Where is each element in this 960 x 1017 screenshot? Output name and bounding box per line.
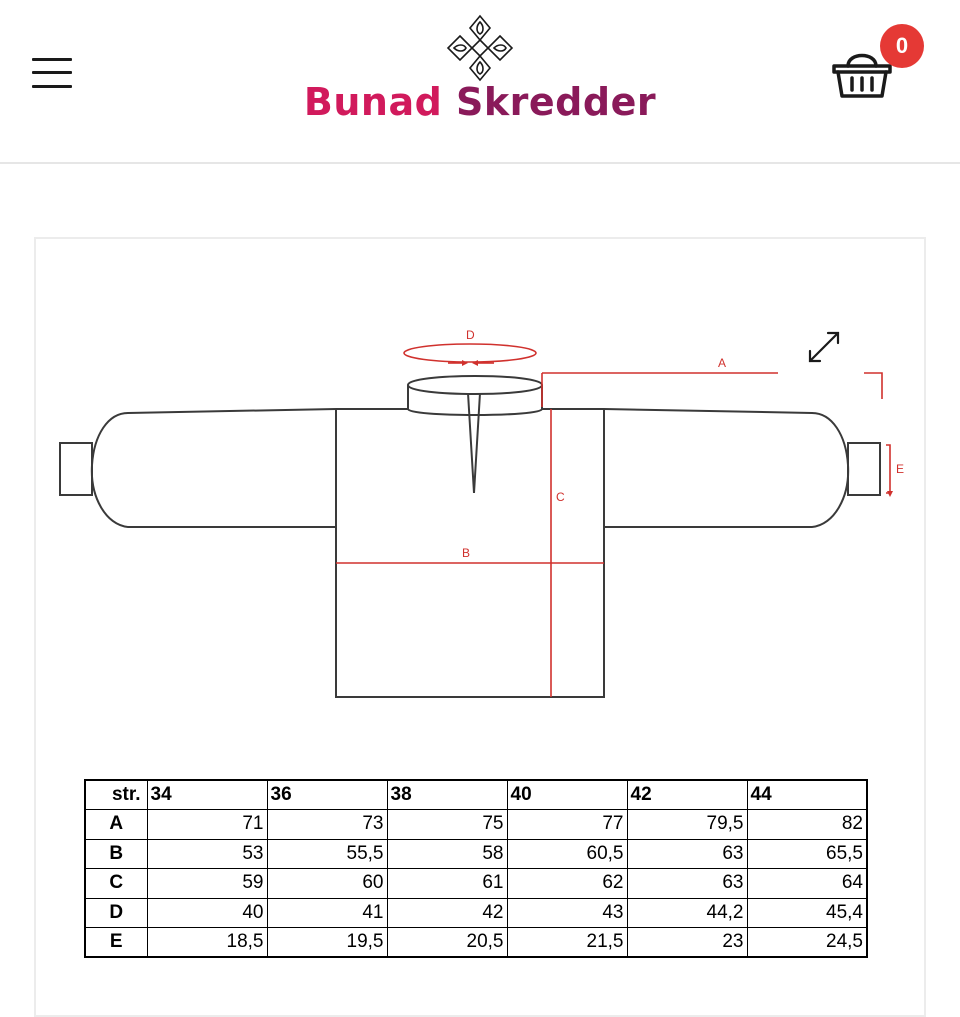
table-cell: 20,5 (387, 928, 507, 958)
table-cell: 77 (507, 810, 627, 840)
expand-image-icon[interactable] (800, 323, 848, 371)
table-cell: 40 (147, 898, 267, 928)
label-d: D (466, 328, 475, 342)
table-cell: 44,2 (627, 898, 747, 928)
size-header: 42 (627, 780, 747, 810)
table-cell: 19,5 (267, 928, 387, 958)
table-cell: 64 (747, 869, 867, 899)
label-e: E (896, 462, 905, 476)
brand-word-2: Skredder (456, 80, 657, 124)
size-chart-table (84, 779, 868, 958)
brand-logo-text[interactable] (200, 80, 760, 124)
table-cell: 75 (387, 810, 507, 840)
shirt-outline (60, 376, 880, 697)
brand-word-1: Bunad (303, 80, 443, 124)
size-header: 44 (747, 780, 867, 810)
table-cell: 73 (267, 810, 387, 840)
row-label: D (85, 898, 147, 928)
measurement-lines (336, 344, 890, 697)
cart-count-badge[interactable]: 0 (880, 24, 924, 68)
table-cell: 62 (507, 869, 627, 899)
table-cell: 18,5 (147, 928, 267, 958)
table-row (85, 928, 867, 958)
table-cell: 60 (267, 869, 387, 899)
site-header (0, 0, 960, 164)
logo-ornament-icon[interactable] (444, 12, 516, 84)
row-label: E (85, 928, 147, 958)
table-cell: 42 (387, 898, 507, 928)
table-cell: 43 (507, 898, 627, 928)
size-corner-label: str. (85, 780, 147, 810)
table-cell: 65,5 (747, 839, 867, 869)
measurement-arrowheads (462, 360, 893, 497)
table-row (85, 869, 867, 899)
table-cell: 24,5 (747, 928, 867, 958)
table-cell: 21,5 (507, 928, 627, 958)
table-cell: 23 (627, 928, 747, 958)
table-cell: 82 (747, 810, 867, 840)
table-cell: 79,5 (627, 810, 747, 840)
label-b: B (462, 546, 471, 560)
product-image-card (34, 237, 926, 1017)
label-a: A (718, 356, 727, 370)
table-cell: 71 (147, 810, 267, 840)
label-c: C (556, 490, 565, 504)
size-header: 40 (507, 780, 627, 810)
row-label: B (85, 839, 147, 869)
table-cell: 58 (387, 839, 507, 869)
table-cell: 55,5 (267, 839, 387, 869)
table-cell: 59 (147, 869, 267, 899)
table-cell: 41 (267, 898, 387, 928)
garment-size-diagram (36, 239, 928, 759)
table-row (85, 810, 867, 840)
table-cell: 60,5 (507, 839, 627, 869)
size-header: 38 (387, 780, 507, 810)
table-cell: 61 (387, 869, 507, 899)
table-row (85, 898, 867, 928)
table-cell: 63 (627, 869, 747, 899)
table-cell: 63 (627, 839, 747, 869)
table-row (85, 839, 867, 869)
row-label: A (85, 810, 147, 840)
table-cell: 45,4 (747, 898, 867, 928)
menu-icon[interactable] (32, 56, 72, 90)
table-cell: 53 (147, 839, 267, 869)
row-label: C (85, 869, 147, 899)
size-header: 36 (267, 780, 387, 810)
size-header: 34 (147, 780, 267, 810)
table-header-row (85, 780, 867, 810)
